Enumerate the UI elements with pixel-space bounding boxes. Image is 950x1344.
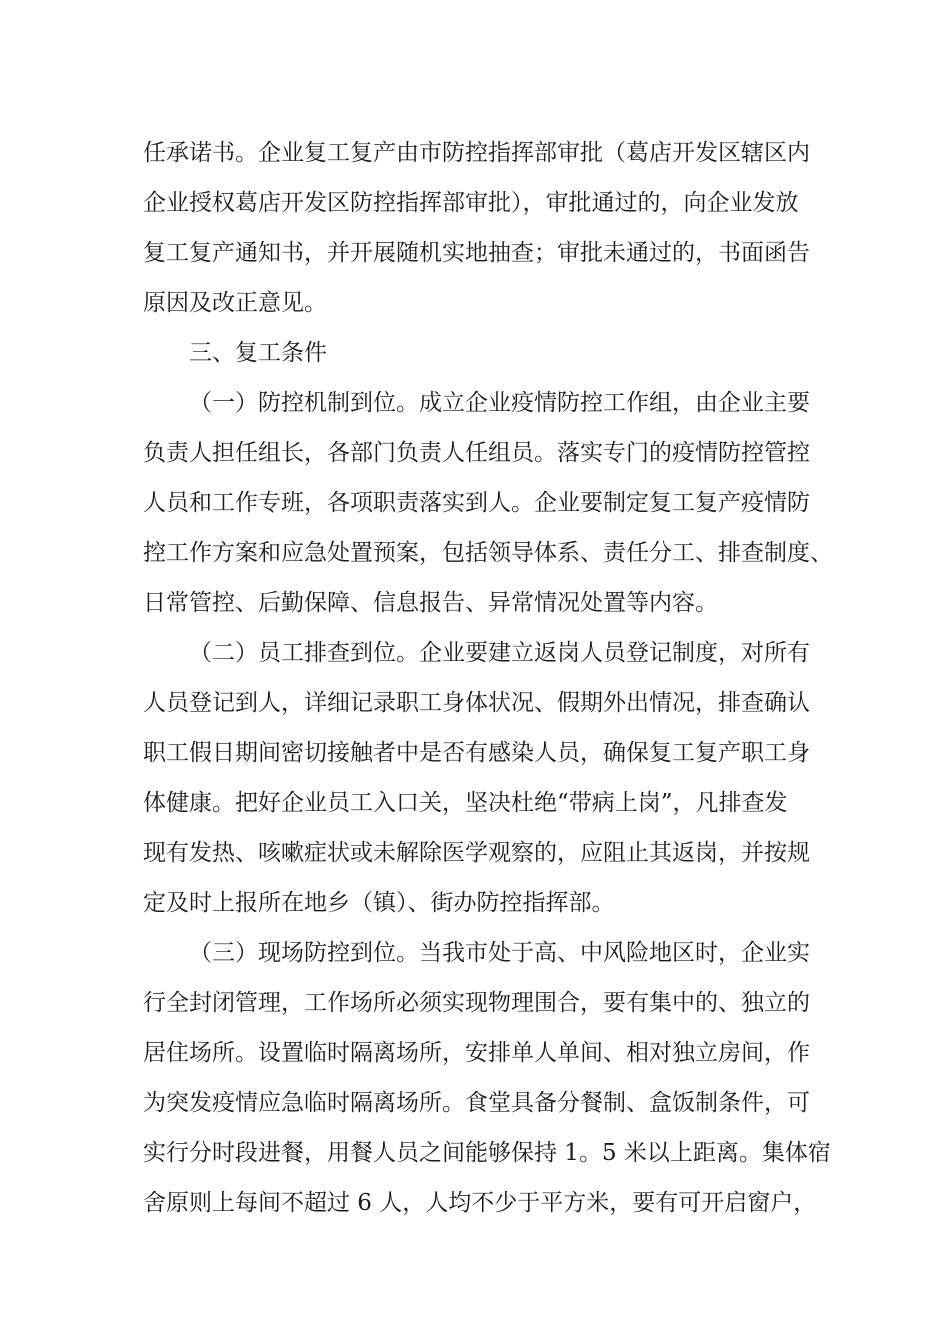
section-heading: 三、复工条件 [189,340,327,366]
text-line: 原因及改正意见。 [143,290,327,316]
text-line: 职工假日期间密切接触者中是否有感染人员，确保复工复产职工身 [143,740,810,766]
text-line: 复工复产通知书，并开展随机实地抽查；审批未通过的，书面函告 [143,240,810,266]
text-line: 负责人担任组长，各部门负责人任组员。落实专门的疫情防控管控 [143,440,810,466]
paragraph-start-line: （三）现场防控到位。当我市处于高、中风险地区时，企业实 [189,940,810,966]
text-line: 体健康。把好企业员工入口关，坚决杜绝“带病上岗”，凡排查发 [143,790,788,816]
text-line: 为突发疫情应急临时隔离场所。食堂具备分餐制、盒饭制条件，可 [143,1090,810,1116]
text-line: 现有发热、咳嗽症状或未解除医学观察的，应阻止其返岗，并按规 [143,840,810,866]
paragraph-start-line: （二）员工排查到位。企业要建立返岗人员登记制度，对所有 [189,640,810,666]
text-line: 任承诺书。企业复工复产由市防控指挥部审批（葛店开发区辖区内 [143,140,810,166]
text-line: 舍原则上每间不超过 6 人，人均不少于平方米，要有可开启窗户， [143,1190,817,1216]
text-line: 企业授权葛店开发区防控指挥部审批），审批通过的，向企业发放 [143,190,799,216]
document-body [0,128,950,1228]
text-line: 日常管控、后勤保障、信息报告、异常情况处置等内容。 [143,590,718,616]
text-line: 定及时上报所在地乡（镇）、街办防控指挥部。 [143,890,615,916]
text-line: 居住场所。设置临时隔离场所，安排单人单间、相对独立房间，作 [143,1040,810,1066]
paragraph-start-line: （一）防控机制到位。成立企业疫情防控工作组，由企业主要 [189,390,810,416]
text-line: 人员和工作专班，各项职责落实到人。企业要制定复工复产疫情防 [143,490,810,516]
text-line: 人员登记到人，详细记录职工身体状况、假期外出情况，排查确认 [143,690,810,716]
text-line: 实行分时段进餐，用餐人员之间能够保持 1。5 米以上距离。集体宿 [143,1140,831,1166]
text-line: 行全封闭管理，工作场所必须实现物理围合，要有集中的、独立的 [143,990,810,1016]
text-line: 控工作方案和应急处置预案，包括领导体系、责任分工、排查制度、 [143,540,833,566]
